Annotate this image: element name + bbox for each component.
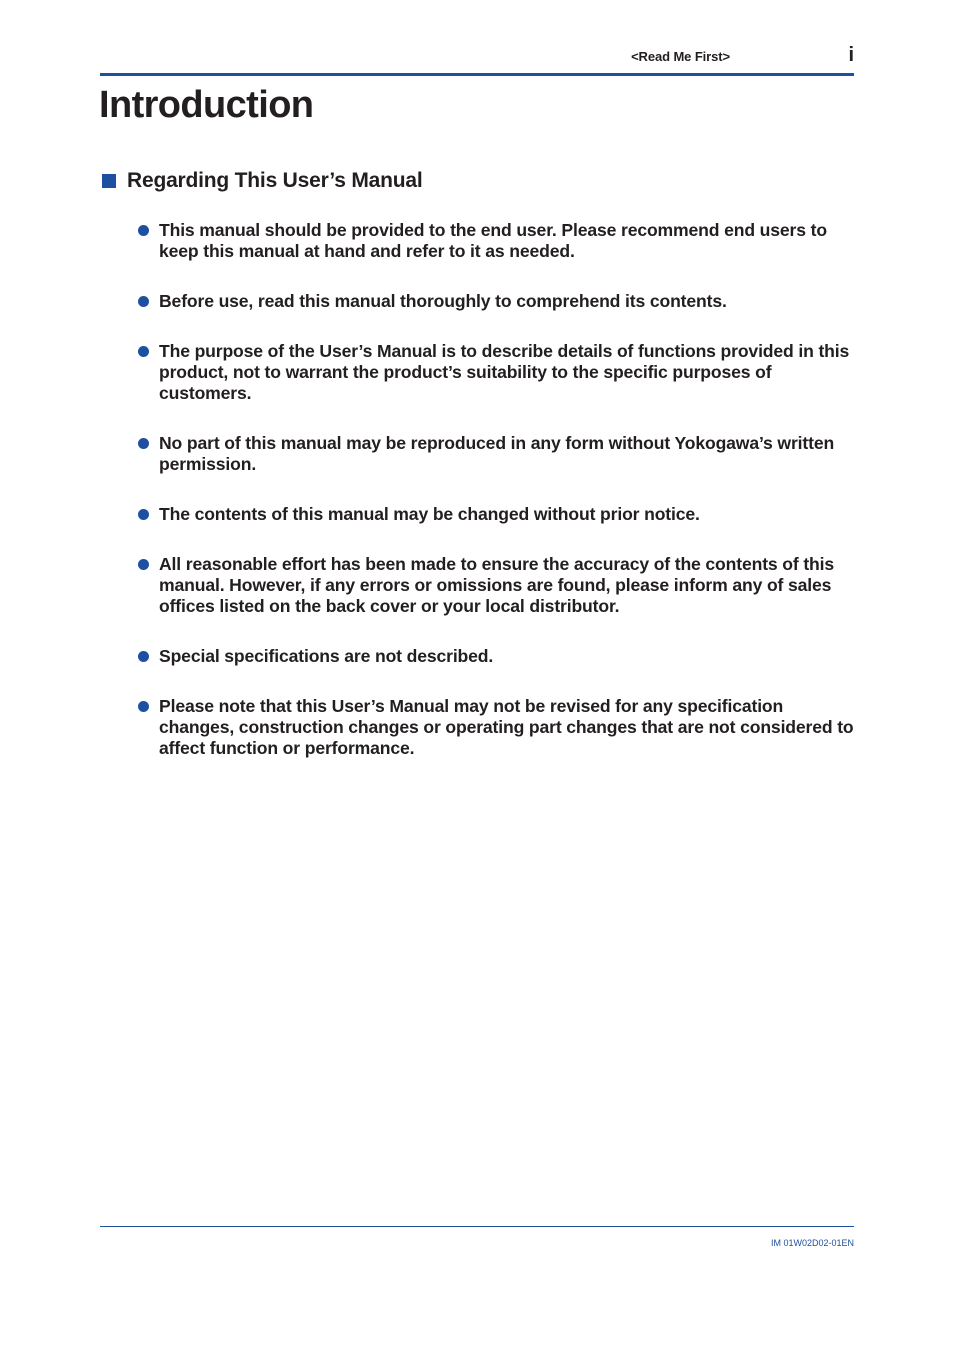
list-item-text: The purpose of the User’s Manual is to describe details of functions provided in this product, not to warrant the product’s suitability to the specific purposes of customers.: [159, 341, 850, 403]
list-item: [137, 696, 857, 759]
footer-rule: [100, 1226, 854, 1227]
list-item: [137, 341, 857, 404]
circle-bullet-icon: [138, 509, 149, 520]
circle-bullet-icon: [138, 438, 149, 449]
list-item-text: This manual should be provided to the end user. Please recommend end users to keep this manual at hand and refer to it as needed.: [159, 220, 827, 261]
list-item: [137, 646, 857, 667]
list-item: [137, 554, 857, 617]
running-header: <Read Me First>: [631, 49, 730, 64]
header-rule: [100, 73, 854, 76]
list-item-text: Please note that this User’s Manual may not be revised for any specification changes, construction changes or operating part changes that are not considered to affect function or performance.: [159, 696, 854, 758]
circle-bullet-icon: [138, 651, 149, 662]
list-item-text: All reasonable effort has been made to ensure the accuracy of the contents of this manual. However, if any errors or omissions are found, please inform any of sales offices listed on the back cover or your local distributor.: [159, 554, 834, 616]
page-number: i: [848, 44, 854, 66]
circle-bullet-icon: [138, 225, 149, 236]
list-item: [137, 220, 857, 262]
list-item: [137, 291, 857, 312]
list-item-text: Special specifications are not described.: [159, 646, 494, 666]
circle-bullet-icon: [138, 296, 149, 307]
section-title: Regarding This User’s Manual: [127, 169, 423, 192]
square-bullet-icon: [102, 174, 116, 188]
circle-bullet-icon: [138, 701, 149, 712]
list-item-text: No part of this manual may be reproduced in any form without Yokogawa’s written permission.: [159, 433, 835, 474]
list-item: [137, 504, 857, 525]
list-item-text: The contents of this manual may be changed without prior notice.: [159, 504, 700, 524]
section-heading: [102, 168, 422, 194]
document-code: IM 01W02D02-01EN: [770, 1238, 854, 1248]
list-item-text: Before use, read this manual thoroughly to comprehend its contents.: [159, 291, 727, 311]
circle-bullet-icon: [138, 346, 149, 357]
circle-bullet-icon: [138, 559, 149, 570]
bullet-list: [137, 220, 857, 788]
page-title: Introduction: [99, 84, 314, 126]
list-item: [137, 433, 857, 475]
